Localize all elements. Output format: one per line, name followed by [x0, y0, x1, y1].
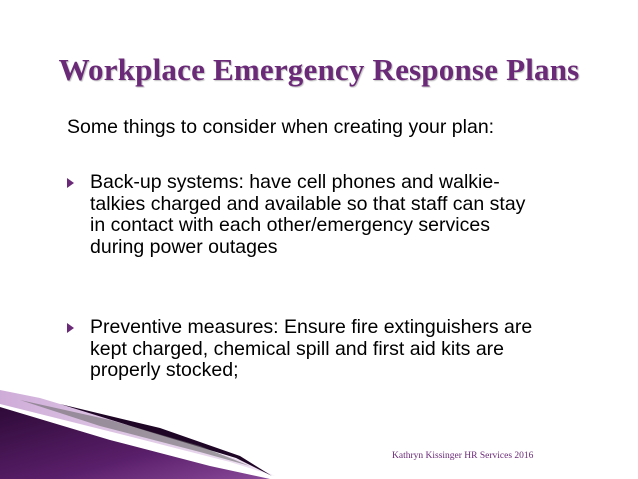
slide-title: Workplace Emergency Response Plans [58, 52, 580, 87]
bullet-line: talkies charged and available so that staff can stay [90, 192, 526, 215]
bullet-line: Back-up systems: have cell phones and walkie- [90, 171, 500, 193]
bullet-line: properly stocked; [90, 359, 239, 381]
bullet-line: during power outages [90, 235, 278, 258]
bullet-text [90, 172, 630, 258]
intro-text: Some things to consider when creating your plan: [67, 116, 495, 138]
bullet-line: Preventive measures: Ensure fire extinguishers are [90, 316, 533, 338]
purple-triangle-bullet-icon [67, 323, 74, 333]
bullet-line: in contact with each other/emergency services [90, 214, 490, 236]
swoosh-purple-wedge [0, 407, 270, 479]
bullet-line: kept charged, chemical spill and first aid kits are [90, 337, 505, 360]
purple-triangle-bullet-icon [67, 178, 74, 188]
bullet-text [90, 317, 630, 382]
footer-credit: Kathryn Kissinger HR Services 2016 [392, 451, 534, 461]
